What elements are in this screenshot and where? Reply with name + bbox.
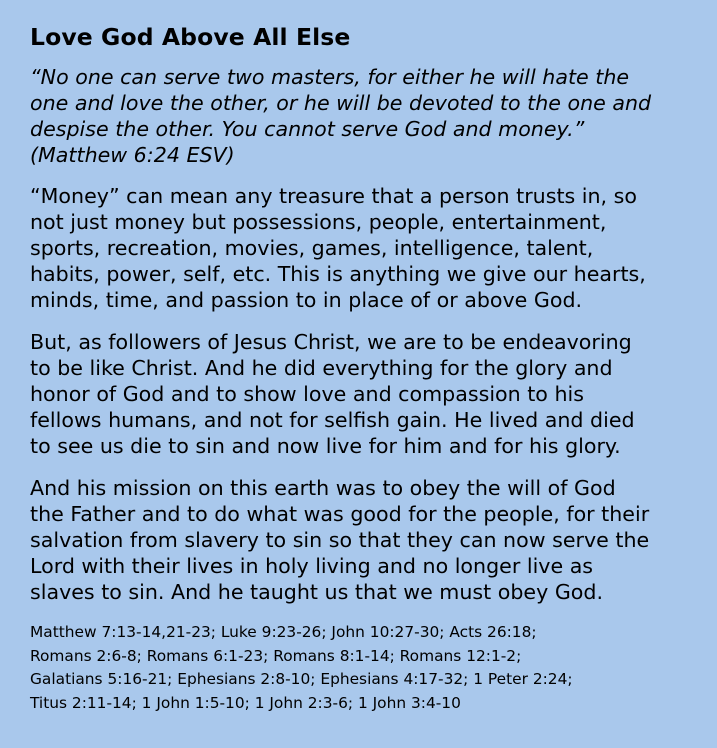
reference-line: Galatians 5:16-21; Ephesians 2:8-10; Ephesians 4:17-32; 1 Peter 2:24; [30,670,573,688]
paragraph-line: honor of God and to show love and compassion to his [30,382,584,406]
quote-citation: (Matthew 6:24 ESV) [30,143,235,167]
scripture-references [30,621,697,715]
reference-line: Matthew 7:13-14,21-23; Luke 9:23-26; John 10:27-30; Acts 26:18; [30,623,537,641]
paragraph-line: Lord with their lives in holy living and no longer live as [30,554,594,578]
paragraph-line: slaves to sin. And he taught us that we must obey God. [30,580,604,604]
paragraph-money-meaning [30,183,697,313]
paragraph-line: to be like Christ. And he did everything for the glory and [30,356,613,380]
paragraph-line: not just money but possessions, people, entertainment, [30,210,607,234]
paragraph-line: fellows humans, and not for selfish gain. He lived and died [30,408,635,432]
paragraph-line: sports, recreation, movies, games, intelligence, talent, [30,236,594,260]
quote-line: one and love the other, or he will be devoted to the one and [30,91,652,115]
reference-line: Romans 2:6-8; Romans 6:1-23; Romans 8:1-14; Romans 12:1-2; [30,646,522,665]
page-title: Love God Above All Else [30,23,351,51]
paragraph-line: “Money” can mean any treasure that a person trusts in, so [30,184,637,208]
paragraph-line: minds, time, and passion to in place of or above God. [30,288,583,312]
paragraph-line: the Father and to do what was good for the people, for their [30,502,650,526]
paragraph-mission [30,475,697,605]
paragraph-line: But, as followers of Jesus Christ, we are to be endeavoring [30,330,632,354]
paragraph-line: habits, power, self, etc. This is anything we give our hearts, [30,262,646,286]
paragraph-followers [30,329,697,459]
paragraph-line: salvation from slavery to sin so that they can now serve the [30,528,650,552]
quote-line: “No one can serve two masters, for either he will hate the [30,65,630,89]
scripture-quote [30,64,697,168]
paragraph-line: And his mission on this earth was to obey the will of God [30,476,616,500]
quote-line: despise the other. You cannot serve God and money.” [30,117,585,141]
reference-line: Titus 2:11-14; 1 John 1:5-10; 1 John 2:3-6; 1 John 3:4-10 [30,693,461,712]
paragraph-line: to see us die to sin and now live for him and for his glory. [30,434,621,458]
